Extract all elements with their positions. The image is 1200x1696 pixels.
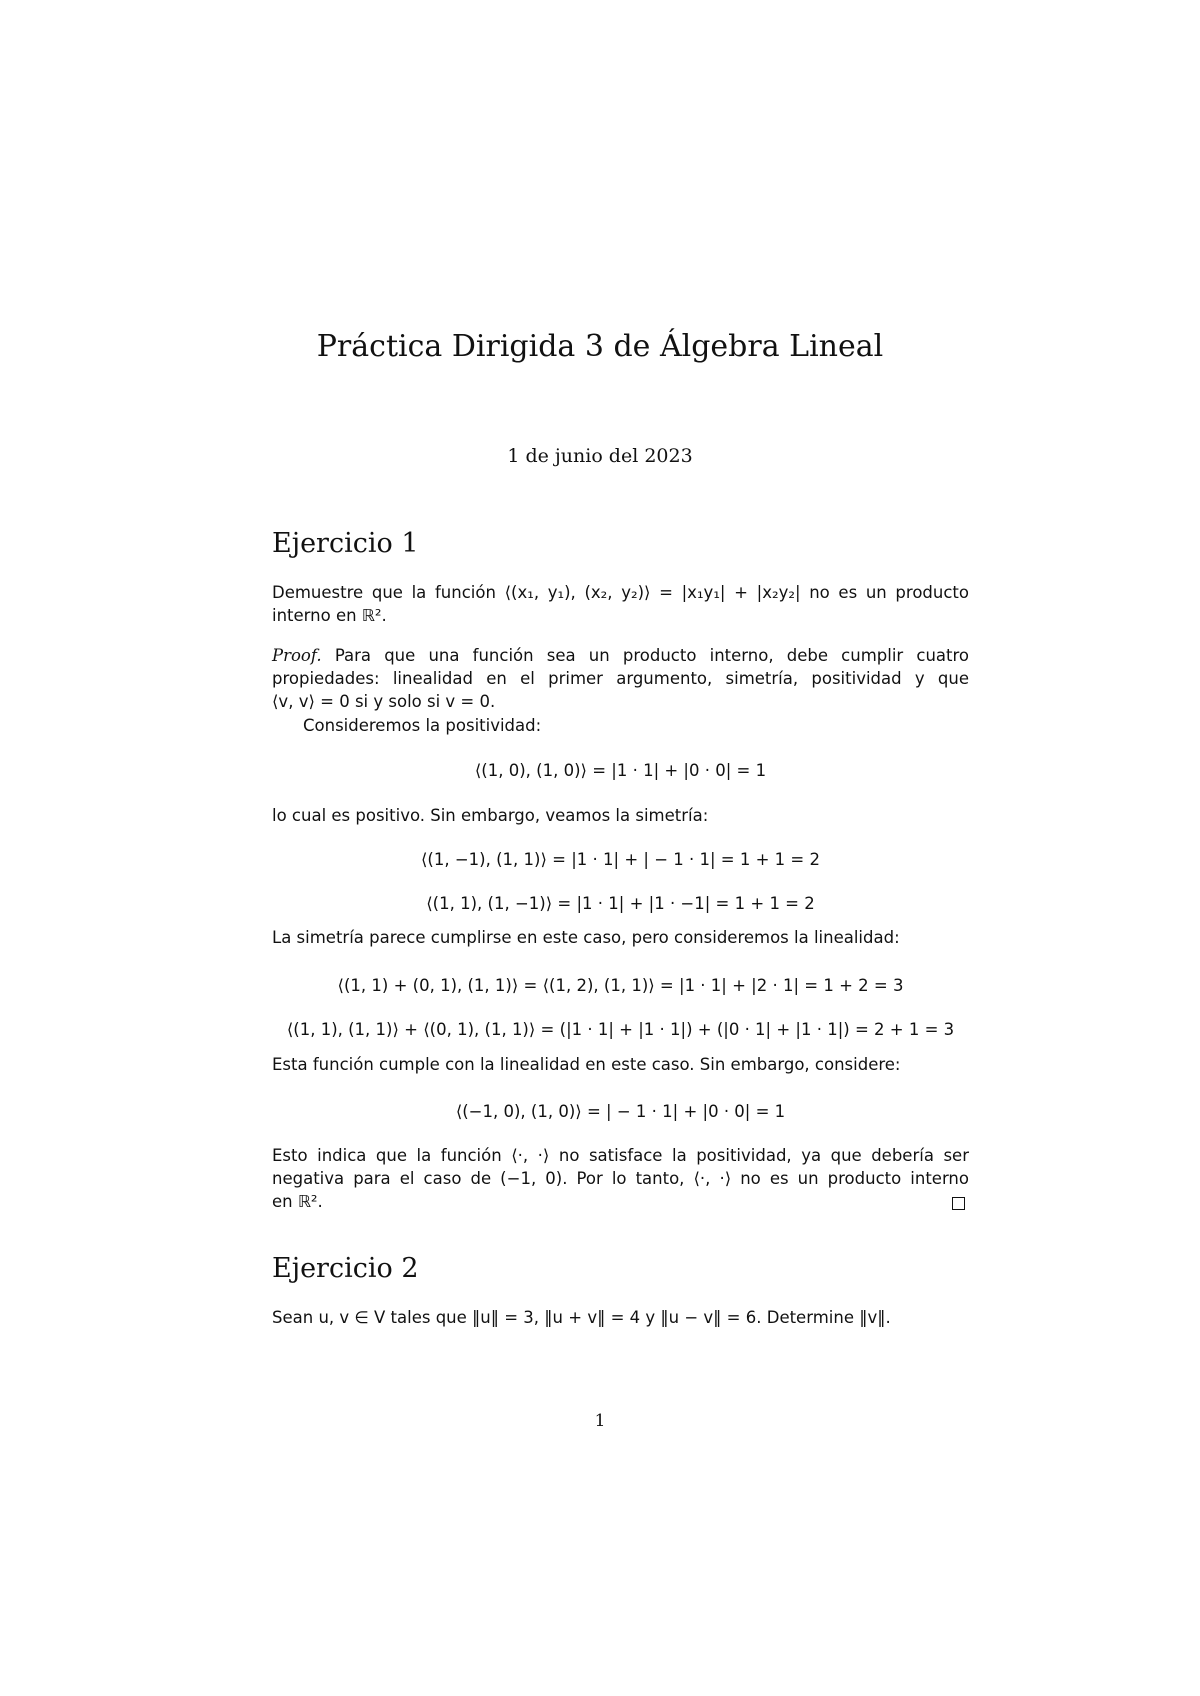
text-after-linearity: Esta función cumple con la linealidad en este caso. Sin embargo, considere: — [272, 1055, 901, 1074]
qed-square-icon — [952, 1197, 965, 1210]
conclusion-line-3: en ℝ². — [272, 1192, 323, 1211]
exercise-2-statement: Sean u, v ∈ V tales que ‖u‖ = 3, ‖u + v‖ = 4 y ‖u − v‖ = 6. Determine ‖v‖. — [272, 1308, 891, 1327]
document-title: Práctica Dirigida 3 de Álgebra Lineal — [316, 329, 884, 364]
exercise-1-statement-line-2: interno en ℝ². — [272, 606, 387, 625]
text-after-positivity: lo cual es positivo. Sin embargo, veamos la simetría: — [272, 806, 709, 825]
equation-linearity-1: ⟨(1, 1) + (0, 1), (1, 1)⟩ = ⟨(1, 2), (1, 1)⟩ = |1 · 1| + |2 · 1| = 1 + 2 = 3 — [337, 976, 904, 995]
equation-linearity-2: ⟨(1, 1), (1, 1)⟩ + ⟨(0, 1), (1, 1)⟩ = (|1 · 1| + |1 · 1|) + (|0 · 1| + |1 · 1|) = 2 + 1 = 3 — [286, 1020, 955, 1039]
page-number: 1 — [594, 1411, 606, 1431]
proof-line-3: ⟨v, v⟩ = 0 si y solo si v = 0. — [272, 692, 496, 711]
document-date: 1 de junio del 2023 — [507, 445, 693, 467]
proof-line-4: Consideremos la positividad: — [303, 716, 542, 735]
equation-symmetry-2: ⟨(1, 1), (1, −1)⟩ = |1 · 1| + |1 · −1| = 1 + 1 = 2 — [426, 894, 815, 913]
proof-line-2: propiedades: linealidad en el primer argumento, simetría, positividad y que — [272, 669, 969, 688]
proof-label: Proof. — [272, 646, 322, 665]
proof-line-1 — [272, 645, 969, 667]
equation-symmetry-1: ⟨(1, −1), (1, 1)⟩ = |1 · 1| + | − 1 · 1| = 1 + 1 = 2 — [421, 850, 820, 869]
exercise-1-heading: Ejercicio 1 — [272, 528, 419, 559]
proof-line-1-text: Para que una función sea un producto interno, debe cumplir cuatro — [334, 646, 969, 665]
equation-positivity: ⟨(1, 0), (1, 0)⟩ = |1 · 1| + |0 · 0| = 1 — [474, 761, 767, 780]
conclusion-line-2: negativa para el caso de (−1, 0). Por lo tanto, ⟨·, ·⟩ no es un producto interno — [272, 1169, 969, 1188]
text-after-symmetry: La simetría parece cumplirse en este caso, pero consideremos la linealidad: — [272, 928, 900, 947]
exercise-1-statement-line-1: Demuestre que la función ⟨(x₁, y₁), (x₂, y₂)⟩ = |x₁y₁| + |x₂y₂| no es un producto — [272, 583, 969, 602]
conclusion-line-1: Esto indica que la función ⟨·, ·⟩ no satisface la positividad, ya que debería ser — [272, 1146, 969, 1165]
exercise-2-heading: Ejercicio 2 — [272, 1253, 419, 1284]
equation-counterexample: ⟨(−1, 0), (1, 0)⟩ = | − 1 · 1| + |0 · 0| = 1 — [455, 1102, 786, 1121]
